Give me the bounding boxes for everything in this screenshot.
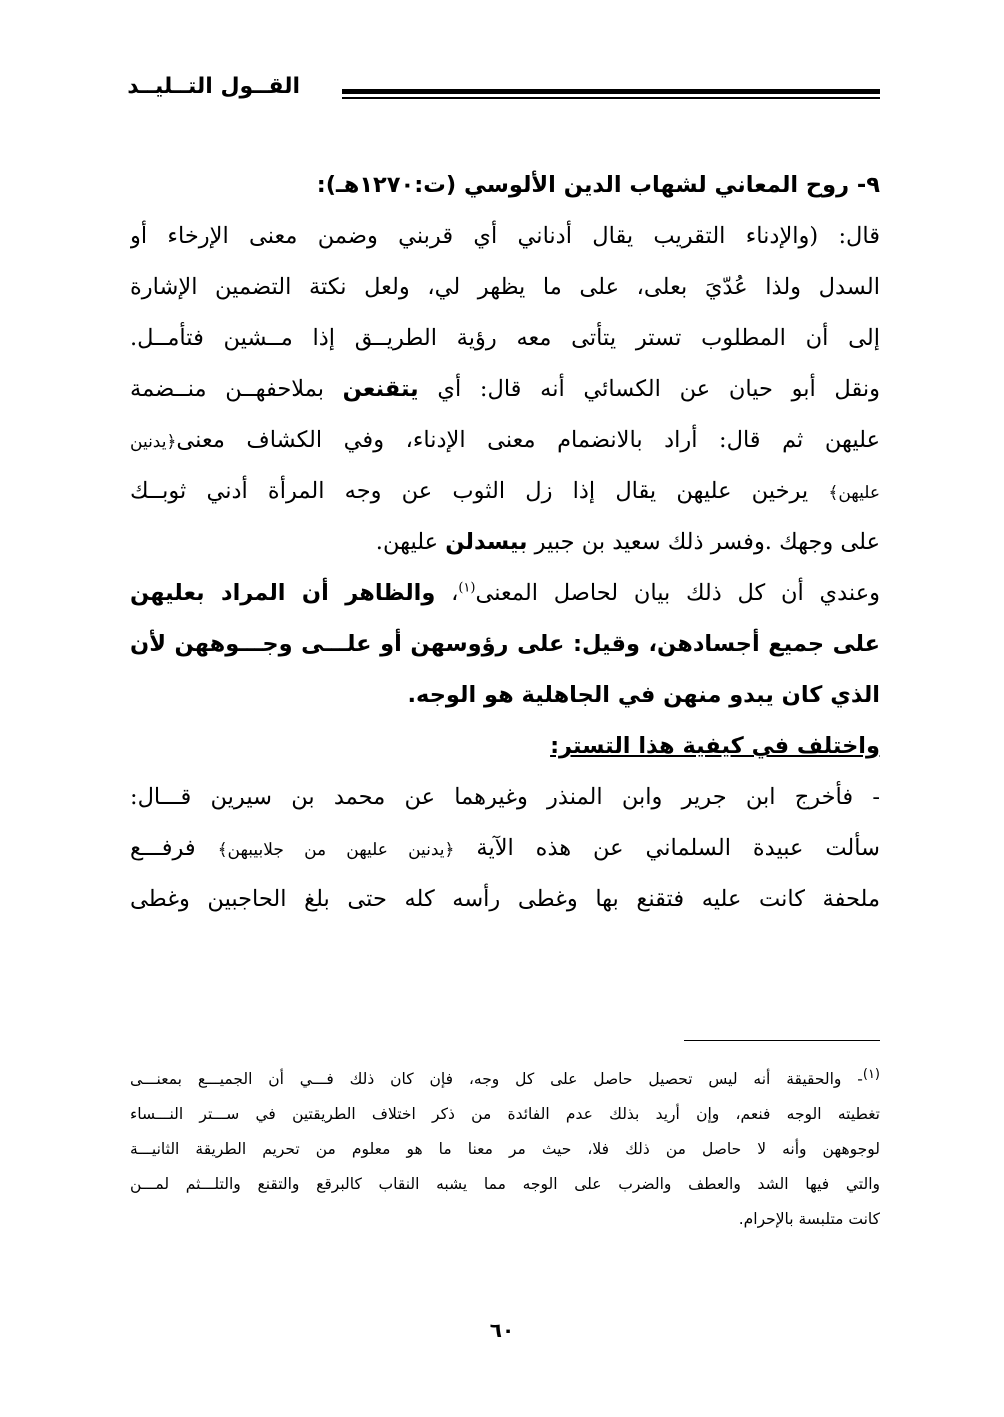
text-line: السدل ولذا عُدّيَ بعلى، على ما يظهر لي، ولعل نكتة التضمين الإشارة	[130, 274, 880, 300]
footnote-marker: (١)	[862, 1066, 880, 1082]
text-line	[130, 823, 880, 874]
text-span: عليهن ثم قال: أراد بالانضمام معنى الإدناء، وفي الكشاف معنى	[176, 427, 880, 453]
text-span: ،	[435, 580, 459, 606]
header-rule-thick	[342, 89, 880, 94]
bold-phrase: والظاهر أن المراد بعليهن	[130, 580, 436, 606]
footnote-line: تغطيته الوجه فنعم، وإن أريد بذلك عدم الفائدة من ذكر اختلاف الطريقتين في ســـتر النـــساء	[130, 1105, 880, 1123]
quran-quote: ﴿يدنين	[130, 432, 177, 452]
text-line: - فأخرج ابن جرير وابن المنذر وغيرهما عن محمد بن سيرين قـــال:	[130, 784, 880, 810]
text-line	[130, 364, 880, 415]
page-number: ٦٠	[489, 1318, 515, 1342]
main-text	[130, 160, 880, 925]
text-line: قال: (والإدناء التقريب يقال أدناني أي قربني وضمن معنى الإرخاء أو	[130, 223, 880, 249]
footnote-ref[interactable]: (١)	[458, 580, 476, 596]
bold-line: الذي كان يبدو منهن في الجاهلية هو الوجه.	[407, 682, 880, 708]
bold-line: على جميع أجسادهن، وقيل: على رؤوسهن أو علـــى وجـــوههن لأن	[130, 631, 880, 657]
footnote-line: كانت متلبسة بالإحرام.	[738, 1210, 880, 1228]
subheading: واختلف في كيفية هذا التستر:	[550, 733, 880, 759]
bold-term: يتقنعن	[342, 376, 419, 402]
text-span: سألت عبيدة السلماني عن هذه الآية	[454, 835, 880, 861]
footnote-separator	[684, 1040, 880, 1041]
text-line	[130, 517, 880, 568]
text-span: يرخين عليهن يقال إذا زل الثوب عن وجه المرأة أدني ثوبــك	[130, 478, 829, 504]
footnote-line: لوجوههن وأنه لا حاصل من ذلك فلا، حيث مر معنا ما هو معلوم من تحريم الطريقة الثانيـــة	[130, 1140, 880, 1158]
header-title: القــول التــليــد	[127, 74, 300, 99]
running-header	[127, 70, 880, 110]
bold-term: بيسدلن	[445, 529, 528, 555]
text-span: بملاحفهــن منــضمة	[130, 376, 343, 402]
footnote-line	[130, 1062, 880, 1097]
section-heading: ٩- روح المعاني لشهاب الدين الألوسي (ت:١٢٧٠هـ):	[316, 172, 880, 198]
header-rule-thin	[342, 97, 880, 99]
text-line: ملحفة كانت عليه فتقنع بها وغطى رأسه كله حتى بلغ الحاجبين وغطى	[130, 886, 880, 912]
text-line: إلى أن المطلوب تستر يتأتى معه رؤية الطريــق إذا مــشين فتأمــل.	[130, 325, 880, 351]
quran-quote: عليهن﴾	[828, 483, 880, 503]
text-span: على وجهك .وفسر ذلك سعيد بن جبير	[527, 529, 880, 555]
footnote-line: والتي فيها الشد والعطف والضرب على الوجه مما يشبه النقاب كالبرقع والتقنع والتلـــثم لمـــن	[130, 1175, 880, 1193]
text-span: وعندي أن كل ذلك بيان لحاصل المعنى	[475, 580, 880, 606]
text-line	[130, 568, 880, 619]
text-span: عليهن.	[375, 529, 446, 555]
text-line	[130, 415, 880, 466]
text-line	[130, 466, 880, 517]
quran-quote: ﴿يدنين عليهن من جلابيبهن﴾	[217, 840, 455, 860]
footnotes	[130, 1062, 880, 1237]
footnote-text: - والحقيقة أنه ليس تحصيل حاصل على كل وجه، فإن كان ذلك فـــي أن الجميـــع بمعنـــى	[130, 1070, 863, 1088]
text-span: ونقل أبو حيان عن الكسائي أنه قال: أي	[418, 376, 880, 402]
text-span: فرفـــع	[130, 835, 218, 861]
